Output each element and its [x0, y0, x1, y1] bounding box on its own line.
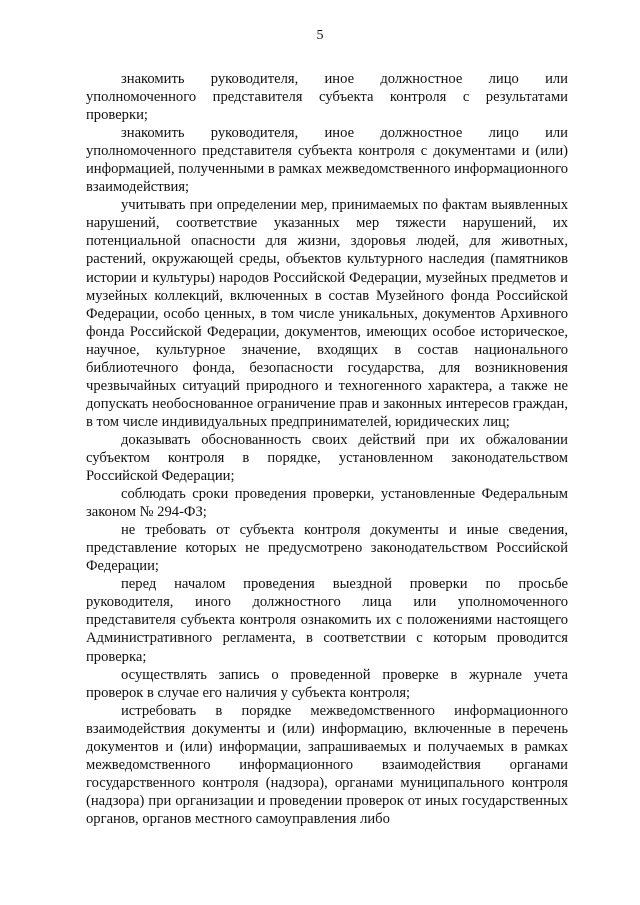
paragraph-familiarize-documents: знакомить руководителя, иное должностное лицо или уполномоченного представителя субъекта контроля с документами и (или) информацией, полученными в рамках межведомственного информационного взаимодействия;	[86, 125, 568, 196]
paragraph-record-journal: осуществлять запись о проведенной проверке в журнале учета проверок в случае его наличия у субъекта контроля;	[86, 666, 568, 701]
paragraph-consider-measures: учитывать при определении мер, принимаемых по фактам выявленных нарушений, соответствие указанных мер тяжести нарушений, их потенциальной опасности для жизни, здоровья людей, для животных, растений, окружающей среды, объектов культурного наследия (памятников истории и культуры) народов Российской Федерации, музейных предметов и музейных коллекций, включенных в состав Музейного фонда Российской Федерации, особо ценных, в том числе уникальных, документов Архивного фонда Российской Федерации, документов, имеющих особое историческое, научное, культурное значение, входящих в состав национального библиотечного фонда, безопасности государства, для возникновения чрезвычайных ситуаций природного и техногенного характера, а также не допускать необоснованное ограничение прав и законных интересов граждан, в том числе индивидуальных предпринимателей, юридических лиц;	[86, 197, 568, 430]
paragraph-request-information: истребовать в порядке межведомственного информационного взаимодействия документы и (или) информацию, включенные в перечень документов и (или) информации, запрашиваемых и получаемых в рамках межведомственного информационного взаимодействия органами государственного контроля (надзора), органами муниципального контроля (надзора) при организации и проведении проверок от иных государственных органов, органов местного самоуправления либо	[86, 702, 568, 827]
paragraph-prove-validity: доказывать обоснованность своих действий при их обжаловании субъектом контроля в порядке, установленном законодательством Российской Федерации;	[86, 431, 568, 485]
paragraph-familiarize-results: знакомить руководителя, иное должностное лицо или уполномоченного представителя субъекта контроля с результатами проверки;	[86, 71, 568, 124]
paragraph-acquaint-regulation: перед началом проведения выездной проверки по просьбе руководителя, иного должностного лица или уполномоченного представителя субъекта контроля ознакомить их с положениями настоящего Административного регламента, в соответствии с которым проводится проверка;	[86, 576, 568, 665]
page-number: 5	[316, 28, 324, 43]
document-body	[86, 70, 568, 828]
paragraph-not-require-documents: не требовать от субъекта контроля документы и иные сведения, представление которых не предусмотрено законодательством Российской Федерации;	[86, 522, 568, 575]
paragraph-observe-deadlines: соблюдать сроки проведения проверки, установленные Федеральным законом № 294-ФЗ;	[86, 486, 568, 521]
